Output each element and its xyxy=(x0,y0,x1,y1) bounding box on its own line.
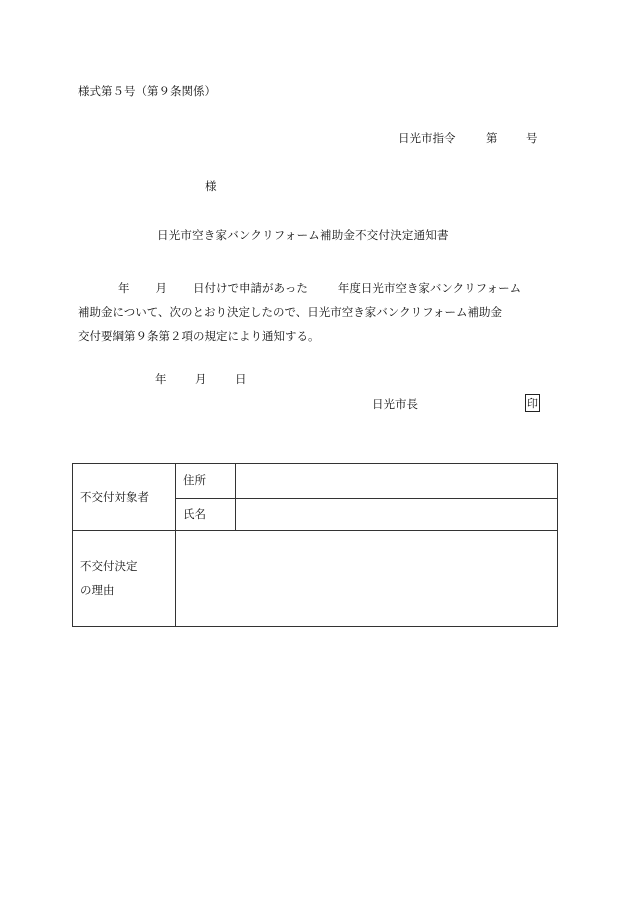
table-divider-sublabel-column xyxy=(235,464,236,530)
body-text xyxy=(78,276,558,348)
form-number: 様式第５号（第９条関係） xyxy=(78,84,216,98)
body-month: 月 xyxy=(155,281,167,295)
body-application-text: 日付けで申請があった xyxy=(193,281,308,295)
document-number xyxy=(398,133,538,145)
recipient-honorific: 様 xyxy=(205,179,217,193)
body-year: 年 xyxy=(118,281,130,295)
document-number-dai: 第 xyxy=(486,131,498,145)
mayor-title: 日光市長 xyxy=(372,397,418,411)
date-year: 年 xyxy=(155,372,167,386)
issue-date xyxy=(155,374,247,386)
body-line-3: 交付要綱第９条第２項の規定により通知する。 xyxy=(78,329,320,343)
body-fiscal-year-text: 年度日光市空き家バンクリフォーム xyxy=(337,281,522,295)
document-title: 日光市空き家バンクリフォーム補助金不交付決定通知書 xyxy=(157,228,449,242)
date-month: 月 xyxy=(195,372,207,386)
table-divider-reason xyxy=(73,530,557,531)
document-number-go: 号 xyxy=(526,131,538,145)
document-number-prefix: 日光市指令 xyxy=(398,131,456,145)
date-day: 日 xyxy=(235,372,247,386)
seal-mark: 印 xyxy=(525,394,540,412)
name-label: 氏名 xyxy=(183,507,206,521)
non-grant-info-table xyxy=(72,463,558,627)
address-label: 住所 xyxy=(183,473,206,487)
table-divider-address-name xyxy=(176,498,558,499)
reason-label-line-2: の理由 xyxy=(80,583,115,597)
body-line-1 xyxy=(78,276,558,300)
table-divider-label-column xyxy=(175,464,176,626)
reason-label-line-1: 不交付決定 xyxy=(80,559,138,573)
body-line-2: 補助金について、次のとおり決定したので、日光市空き家バンクリフォーム補助金 xyxy=(78,305,503,319)
target-person-label: 不交付対象者 xyxy=(80,490,149,504)
